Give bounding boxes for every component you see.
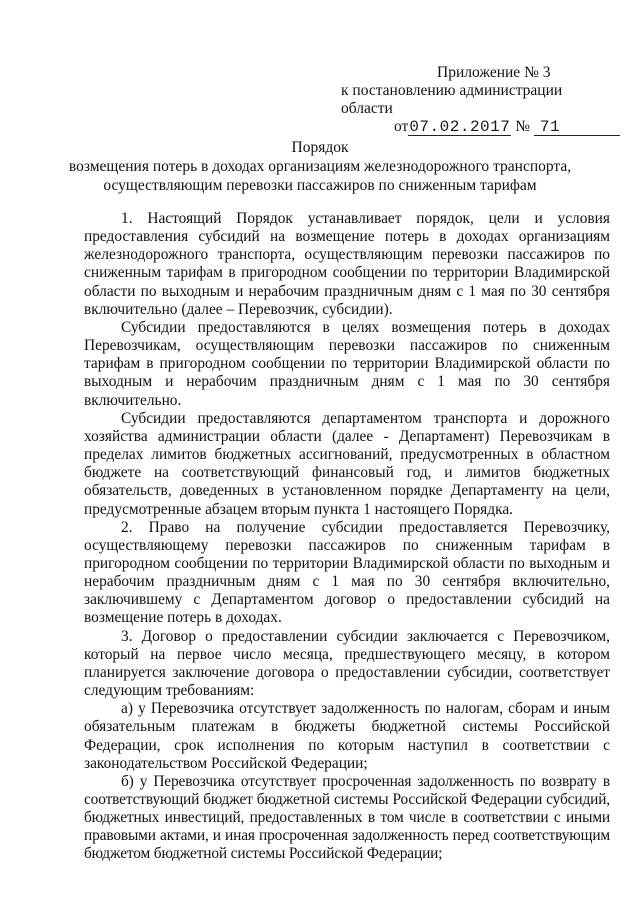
number-sign: № — [515, 118, 531, 135]
paragraph-7: б) у Перевозчика отсутствует просроченная задолженность по возврату в соответствующий бюджет бюджетной системы Российской Федерации субсидий, бюджетных инвестиций, предоставленных в том числе в соответствии с иными правовыми актами, и иная просроченная задолженность перед соответствующим бюджетом бюджетной системы Российской Федерации; — [84, 772, 610, 863]
resolution-date-number — [330, 118, 610, 136]
document-body — [84, 210, 610, 864]
title-heading: Порядок — [291, 139, 349, 156]
title-subheading-line1: возмещения потерь в доходах организациям железнодорожного транспорта, — [68, 158, 572, 175]
resolution-date: 07.02.2017 — [409, 118, 511, 136]
appendix-number: Приложение № 3 — [437, 64, 551, 81]
paragraph-4: 2. Право на получение субсидии предоставляется Перевозчику, осуществляющему перевозки пассажиров по сниженным тарифам в пригородном сообщении по территории Владимирской области по выходным и нерабочим праздничным дням с 1 мая по 30 сентября включительно, заключившему с Департаментом договор о предоставлении субсидий на возмещение потерь в доходах. — [84, 518, 610, 627]
paragraph-1: 1. Настоящий Порядок устанавливает порядок, цели и условия предоставления субсидий на возмещение потерь в доходах организациям железнодорожного транспорта, осуществляющим перевозки пассажиров по сниженным тарифам в пригородном сообщении по территории Владимирской области по выходным и нерабочим праздничным дням с 1 мая по 30 сентября включительно (далее – Перевозчик, субсидии). — [84, 210, 610, 318]
paragraph-6: а) у Перевозчика отсутствует задолженность по налогам, сборам и иным обязательным платежам в бюджеты бюджетной системы Российской Федерации, срок исполнения по которым наступил в соответствии с законодательством Российской Федерации; — [84, 700, 610, 772]
resolution-number: 71 — [534, 120, 620, 136]
title-subheading-line2: осуществляющим перевозки пассажиров по сниженным тарифам — [103, 177, 537, 194]
resolution-reference: к постановлению администрации области — [341, 82, 563, 117]
from-prefix: от — [394, 118, 409, 135]
appendix-header — [330, 64, 610, 136]
paragraph-2: Субсидии предоставляются в целях возмещения потерь в доходах Перевозчикам, осуществляющим перевозки пассажиров по сниженным тарифам в пригородном сообщении по территории Владимирской области по выходным и нерабочим праздничным дням с 1 мая по 30 сентября включительно. — [84, 318, 610, 409]
paragraph-3: Субсидии предоставляются департаментом транспорта и дорожного хозяйства администрации области (далее - Департамент) Перевозчикам в пределах лимитов бюджетных ассигнований, предусмотренных в областном бюджете на соответствующий финансовый год, и лимитов бюджетных обязательств, доведенных в установленном порядке Департаменту на цели, предусмотренные абзацем вторым пункта 1 настоящего Порядка. — [84, 409, 610, 518]
paragraph-5: 3. Договор о предоставлении субсидии заключается с Перевозчиком, который на первое число месяца, предшествующего месяцу, в котором планируется заключение договора о предоставлении субсидии, соответствует следующим требованиям: — [84, 627, 610, 700]
document-title — [60, 138, 580, 195]
